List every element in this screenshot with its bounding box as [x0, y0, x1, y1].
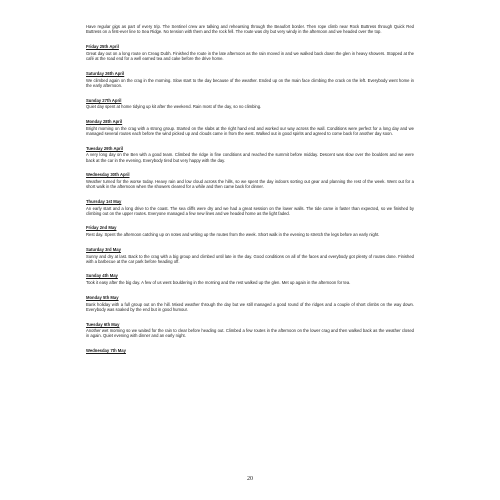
entry-date-heading: Friday 25th April	[86, 44, 119, 50]
entry-body	[86, 232, 414, 237]
entry-date-heading: Tuesday 6th May	[86, 321, 120, 327]
diary-entry	[86, 98, 414, 110]
entry-date-heading: Wednesday 7th May	[86, 348, 126, 354]
entry-paragraph: A very long day on the Ben with a good team. Climbed the ridge in fine conditions and reached the summit before midday. Descent was slow over the boulders and we were back at the car in the evening. Everybody tired but very happy with the day.	[86, 152, 414, 163]
diary-entry	[86, 71, 414, 88]
entry-paragraph: Sunny and dry at last. Back to the crag with a big group and climbed until late in the day. Good conditions on all of the faces and everybody got plenty of routes done. Finished with a barbecue at the car park before heading off.	[86, 253, 414, 264]
entry-paragraph: Bank holiday with a full group out on the hill. Mixed weather through the day but we still managed a good round of the ridges and a couple of short climbs on the way down. Everybody was soaked by the end but in good humour.	[86, 301, 414, 312]
entry-paragraph: Took it easy after the big day. A few of us went bouldering in the morning and the rest walked up the glen. Met up again in the afternoon for tea.	[86, 280, 351, 286]
entry-body	[86, 328, 414, 338]
diary-entry	[86, 146, 414, 163]
diary-entry	[86, 247, 414, 264]
entry-date-heading: Monday 5th May	[86, 294, 119, 300]
entry-body	[86, 280, 414, 285]
entry-date-heading: Saturday 26th April	[86, 71, 125, 77]
entry-date-heading: Sunday 4th May	[86, 273, 118, 279]
diary-entry	[86, 225, 414, 237]
entry-body	[86, 104, 414, 109]
entry-date-heading: Saturday 3rd May	[86, 246, 121, 252]
entry-body	[86, 24, 414, 34]
entry-date-heading: Thursday 1st May	[86, 198, 122, 204]
entry-body	[86, 51, 414, 61]
diary-entry	[86, 119, 414, 136]
page-number: 20	[247, 476, 253, 482]
entry-paragraph: Rest day. Spent the afternoon catching up on notes and writing up the routes from the week. Short walk in the evening to stretch the legs before an early night.	[86, 232, 380, 238]
diary-entry	[86, 172, 414, 189]
entry-paragraph: Great day out on a long route on Creag Dubh. Finished the route in the late afternoon as the rain moved in and we walked back down the glen in heavy showers. Stopped at the café at the road end for a well earned tea and cake before the drive home.	[86, 51, 414, 62]
entry-body	[86, 206, 414, 216]
diary-entry	[86, 273, 414, 285]
entry-body	[86, 254, 414, 264]
diary-entry	[86, 295, 414, 312]
entry-paragraph: Another wet morning so we waited for the rain to clear before heading out. Climbed a few routes in the afternoon on the lower crag and then walked back as the weather closed in again. Quiet evening with dinner and an early night.	[86, 328, 414, 339]
entry-paragraph: Weather turned for the worse today. Heavy rain and low cloud across the hills, so we spent the day indoors sorting out gear and planning the rest of the week. Went out for a short walk in the afternoon when the showers cleared for a while and then came back for dinner.	[86, 178, 414, 190]
entry-paragraph: An early start and a long drive to the coast. The sea cliffs were dry and we had a great session on the lower walls. The tide came in faster than expected, so we finished by climbing out on the upper routes. Everyone managed a few new lines and we headed home as the light faded.	[86, 205, 414, 216]
entry-body	[86, 126, 414, 136]
entry-date-heading: Friday 2nd May	[86, 225, 117, 231]
entry-paragraph: We climbed again on the crag in the morning. Slow start to the day because of the weather. Ended up on the main face climbing the crack on the left. Everybody went home in the early afternoon.	[86, 77, 414, 88]
diary-entry	[86, 44, 414, 61]
entry-paragraph: Quiet day spent at home tidying up kit after the weekend. Rain most of the day, so no climbing.	[86, 104, 262, 110]
entry-body	[86, 179, 414, 189]
entry-date-heading: Sunday 27th April	[86, 97, 122, 103]
entry-date-heading: Wednesday 30th April	[86, 172, 130, 178]
diary-entry	[86, 348, 414, 353]
entry-body	[86, 152, 414, 162]
entry-date-heading: Tuesday 29th April	[86, 145, 123, 151]
diary-entry	[86, 199, 414, 216]
entry-paragraph: Have regular gigs as part of every trip. The Sentinel crew are talking and rehearsing through the Beaufort border. Then rope climb near Rock Buttress through Quick Red Buttress on a first-ever line to Sea Ridge. No tension with them and the rock fell. The route was dry but very windy in the afternoon and we headed over the top.	[86, 24, 414, 35]
entry-body	[86, 78, 414, 88]
entry-paragraph: Bright morning on the crag with a strong group. Started on the slabs at the right hand end and worked our way across the wall. Conditions were perfect for a long day and we managed several routes each before the wind picked up and clouds came in from the west. Walked out in good spirits and agreed to come back for another day soon.	[86, 125, 414, 136]
diary-entry	[86, 24, 414, 34]
entry-date-heading: Monday 28th April	[86, 119, 123, 125]
diary-entry	[86, 322, 414, 339]
entry-body	[86, 302, 414, 312]
